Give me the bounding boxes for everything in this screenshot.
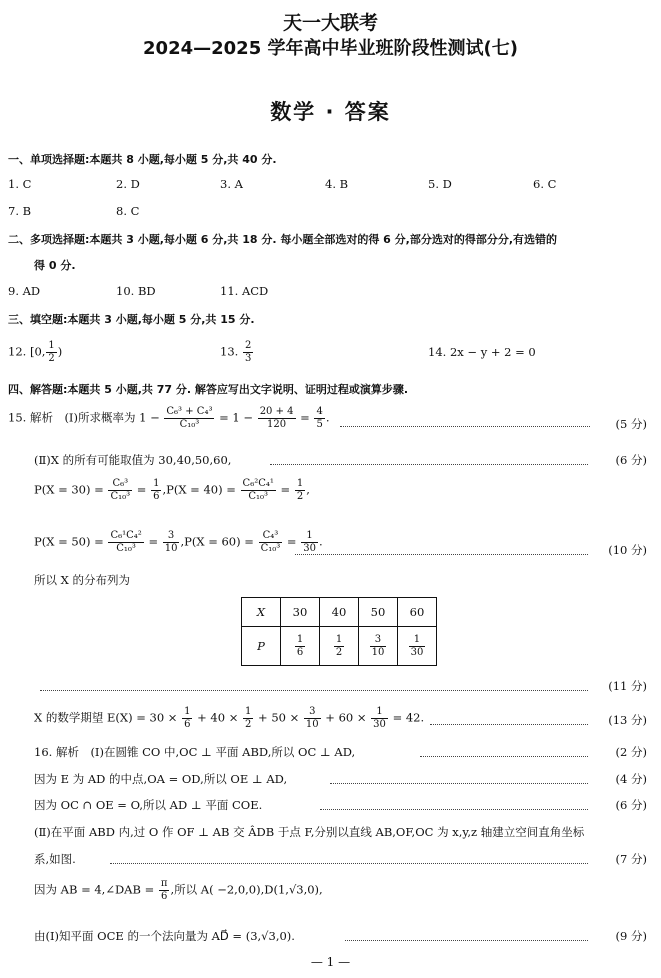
frac bbox=[304, 706, 321, 731]
frac-num: C₆²C₄¹ bbox=[242, 478, 274, 489]
answer-12-open: [0, bbox=[29, 344, 46, 359]
q15-score-6: (11 分) bbox=[608, 679, 647, 693]
frac-num: C₆¹C₄² bbox=[110, 530, 142, 541]
answer-8: 8. C bbox=[116, 204, 140, 218]
q15-line1-end: . bbox=[325, 410, 330, 425]
frac-den: 6 bbox=[160, 891, 168, 902]
frac-num: 1 bbox=[409, 634, 426, 647]
q15-line7-e: = 42. bbox=[392, 710, 425, 725]
exam-org-title: 天一大联考 bbox=[282, 12, 378, 34]
dot-leader bbox=[330, 783, 588, 784]
q16-line5: 系,如图. bbox=[34, 852, 76, 866]
table-header-x: X bbox=[242, 598, 281, 627]
q15-f2-den: 120 bbox=[267, 419, 287, 430]
equals-sign: = bbox=[280, 482, 291, 497]
frac-num: 1 bbox=[371, 706, 388, 719]
q15-f1-den: C₁₀³ bbox=[179, 419, 200, 430]
frac-den: 2 bbox=[245, 719, 252, 730]
table-cell bbox=[398, 627, 437, 666]
q15-line3-frac3 bbox=[241, 478, 276, 503]
dot-leader bbox=[340, 426, 590, 427]
frac-num: C₄³ bbox=[259, 530, 283, 543]
q15-line4-frac4 bbox=[301, 530, 318, 555]
q15-f3-num: 4 bbox=[316, 406, 323, 417]
frac-den: C₁₀³ bbox=[260, 543, 281, 554]
q15-line4-frac3 bbox=[259, 530, 283, 555]
answer-13-fraction bbox=[243, 340, 253, 365]
answer-5: 5. D bbox=[428, 177, 452, 191]
frac-den: 10 bbox=[305, 719, 319, 730]
dot-leader bbox=[270, 464, 588, 465]
answer-12 bbox=[8, 340, 62, 365]
q15-line1 bbox=[8, 406, 330, 431]
q15-score-2: (6 分) bbox=[615, 453, 647, 467]
frac-den: 6 bbox=[153, 491, 160, 502]
q15-line3-frac2 bbox=[151, 478, 161, 503]
q16-line7: 由(Ⅰ)知平面 OCE 的一个法向量为 AD⃗ = (3,√3,0). bbox=[34, 929, 295, 943]
frac-num: 1 bbox=[184, 706, 191, 717]
frac-den: 6 bbox=[296, 646, 304, 658]
answer-12-fraction bbox=[46, 340, 56, 365]
page-number: — 1 — bbox=[310, 955, 351, 969]
answer-13-label: 13. bbox=[220, 344, 239, 359]
answer-13-den: 3 bbox=[244, 353, 252, 364]
q15-line3-frac4 bbox=[295, 478, 305, 503]
q16-line6 bbox=[34, 878, 323, 903]
q15-f3-den: 5 bbox=[316, 419, 323, 430]
frac-den: C₁₀³ bbox=[110, 491, 131, 502]
q15-score-4: (10 分) bbox=[608, 543, 647, 557]
frac-den: 10 bbox=[371, 646, 385, 658]
frac-den: 6 bbox=[184, 719, 191, 730]
q15-f1-num: C₆³ + C₄³ bbox=[166, 406, 213, 417]
section2-heading: 二、多项选择题:本题共 3 小题,每小题 6 分,共 18 分. 每小题全部选对的得 6 分,部分选对的得部分分,有选错的 bbox=[8, 233, 558, 246]
q15-score-1: (5 分) bbox=[615, 417, 647, 431]
table-cell bbox=[359, 627, 398, 666]
answer-4: 4. B bbox=[325, 177, 349, 191]
frac-num: 1 bbox=[153, 478, 160, 489]
q15-fraction-2 bbox=[258, 406, 296, 431]
frac-den: C₁₀³ bbox=[116, 543, 136, 554]
q15-fraction-3 bbox=[314, 406, 324, 431]
frac bbox=[182, 706, 192, 731]
q15-line3 bbox=[34, 478, 310, 503]
q16-line6-a: 因为 AB = 4,∠DAB = bbox=[34, 882, 155, 897]
table-row bbox=[242, 598, 437, 627]
frac-num: 3 bbox=[370, 634, 387, 647]
frac-num: π bbox=[160, 878, 168, 889]
dot-leader bbox=[320, 809, 588, 810]
q15-fraction-1 bbox=[164, 406, 214, 431]
frac-num: 3 bbox=[304, 706, 321, 719]
q15-score-7: (13 分) bbox=[608, 713, 647, 727]
answer-12-den: 2 bbox=[48, 353, 55, 364]
dot-leader bbox=[40, 690, 588, 691]
answer-2: 2. D bbox=[116, 177, 140, 191]
q16-line2: 因为 E 为 AD 的中点,OA = OD,所以 OE ⊥ AD, bbox=[34, 772, 288, 786]
table-cell bbox=[281, 627, 320, 666]
q15-line1-eq: = bbox=[300, 410, 310, 425]
section3-heading: 三、填空题:本题共 3 小题,每小题 5 分,共 15 分. bbox=[8, 313, 255, 326]
subject-title: 数学 · 答案 bbox=[270, 100, 391, 124]
answer-6: 6. C bbox=[533, 177, 557, 191]
answer-10: 10. BD bbox=[116, 284, 156, 298]
frac-num: 3 bbox=[163, 530, 180, 543]
q16-score-3: (6 分) bbox=[615, 798, 647, 812]
section2-heading-cont: 得 0 分. bbox=[34, 259, 76, 272]
table-cell bbox=[320, 627, 359, 666]
period: . bbox=[318, 534, 323, 549]
angle-fraction bbox=[159, 878, 170, 903]
table-row bbox=[242, 627, 437, 666]
frac-num: 1 bbox=[335, 633, 343, 645]
q15-line1-prefix: 15. 解析 (Ⅰ)所求概率为 1 − bbox=[8, 410, 160, 425]
q15-line7 bbox=[34, 706, 424, 731]
q15-line2: (Ⅱ)X 的所有可能取值为 30,40,50,60, bbox=[34, 453, 232, 467]
frac-den: 30 bbox=[373, 719, 386, 730]
q15-line4-a: P(X = 50) = bbox=[34, 534, 104, 549]
answer-14: 14. 2x − y + 2 = 0 bbox=[428, 345, 536, 359]
answer-13 bbox=[220, 340, 254, 365]
exam-title: 2024—2025 学年高中毕业班阶段性测试(七) bbox=[143, 38, 518, 59]
q16-line6-b: ,所以 A( −2,0,0),D(1,√3,0), bbox=[170, 882, 323, 897]
frac-den: 10 bbox=[164, 543, 178, 554]
table-header-p: P bbox=[242, 627, 281, 666]
equals-sign: = bbox=[148, 534, 159, 549]
answer-7: 7. B bbox=[8, 204, 32, 218]
comma: , bbox=[306, 482, 310, 497]
frac-den: 2 bbox=[296, 491, 304, 502]
dot-leader bbox=[295, 554, 588, 555]
frac-den: 30 bbox=[303, 543, 316, 554]
frac-num: 1 bbox=[296, 478, 304, 489]
q16-line3: 因为 OC ∩ OE = O,所以 AD ⊥ 平面 COE. bbox=[34, 798, 263, 812]
q15-line7-a: X 的数学期望 E(X) = 30 × bbox=[34, 710, 178, 725]
q16-score-7: (9 分) bbox=[615, 929, 647, 943]
answer-12-num: 1 bbox=[48, 340, 55, 351]
q16-line1: 16. 解析 (Ⅰ)在圆锥 CO 中,OC ⊥ 平面 ABD,所以 OC ⊥ AD, bbox=[34, 745, 356, 759]
q15-line4-frac2 bbox=[163, 530, 180, 555]
q15-line7-c: + 50 × bbox=[258, 710, 300, 725]
answer-12-label: 12. bbox=[8, 344, 27, 359]
answer-12-close: ) bbox=[57, 344, 63, 359]
frac-den: 30 bbox=[410, 646, 424, 658]
table-cell: 30 bbox=[281, 598, 320, 627]
answer-11: 11. ACD bbox=[220, 284, 269, 298]
answer-3: 3. A bbox=[220, 177, 243, 191]
q15-line3-a: P(X = 30) = bbox=[34, 482, 104, 497]
frac-num: 1 bbox=[301, 530, 318, 543]
table-cell: 60 bbox=[398, 598, 437, 627]
q15-line3-frac1 bbox=[108, 478, 132, 503]
answer-1: 1. C bbox=[8, 177, 32, 191]
frac-num: 1 bbox=[245, 706, 252, 717]
frac bbox=[371, 706, 388, 731]
q15-line7-d: + 60 × bbox=[325, 710, 367, 725]
frac-den: C₁₀³ bbox=[248, 491, 269, 502]
q15-line3-b: ,P(X = 40) = bbox=[162, 482, 236, 497]
equals-sign: = bbox=[136, 482, 147, 497]
frac-num: 1 bbox=[296, 633, 304, 645]
dot-leader bbox=[110, 863, 588, 864]
frac-den: 2 bbox=[335, 646, 343, 658]
q16-score-1: (2 分) bbox=[615, 745, 647, 759]
answer-9: 9. AD bbox=[8, 284, 41, 298]
dot-leader bbox=[345, 940, 588, 941]
section4-heading: 四、解答题:本题共 5 小题,共 77 分. 解答应写出文字说明、证明过程或演算步骤. bbox=[8, 383, 409, 396]
section1-heading: 一、单项选择题:本题共 8 小题,每小题 5 分,共 40 分. bbox=[8, 153, 277, 166]
dot-leader bbox=[430, 724, 588, 725]
table-cell: 40 bbox=[320, 598, 359, 627]
frac-num: C₆³ bbox=[108, 478, 132, 491]
dot-leader bbox=[420, 756, 588, 757]
q15-f2-num: 20 + 4 bbox=[259, 406, 294, 417]
q15-line1-mid: = 1 − bbox=[219, 410, 254, 425]
equals-sign: = bbox=[286, 534, 297, 549]
frac bbox=[243, 706, 253, 731]
q16-line4: (Ⅱ)在平面 ABD 内,过 O 作 OF ⊥ AB 交 ÂDB 于点 F,分别以直线 AB,OF,OC 为 x,y,z 轴建立空间直角坐标 bbox=[34, 825, 585, 839]
q15-line5: 所以 X 的分布列为 bbox=[34, 573, 130, 587]
q15-line4-frac1 bbox=[108, 530, 143, 555]
q16-score-5: (7 分) bbox=[615, 852, 647, 866]
q15-line4-b: ,P(X = 60) = bbox=[180, 534, 254, 549]
table-cell: 50 bbox=[359, 598, 398, 627]
answer-13-num: 2 bbox=[244, 340, 252, 351]
distribution-table bbox=[241, 597, 437, 666]
q15-line7-b: + 40 × bbox=[197, 710, 239, 725]
q16-score-2: (4 分) bbox=[615, 772, 647, 786]
q15-line4 bbox=[34, 530, 323, 555]
